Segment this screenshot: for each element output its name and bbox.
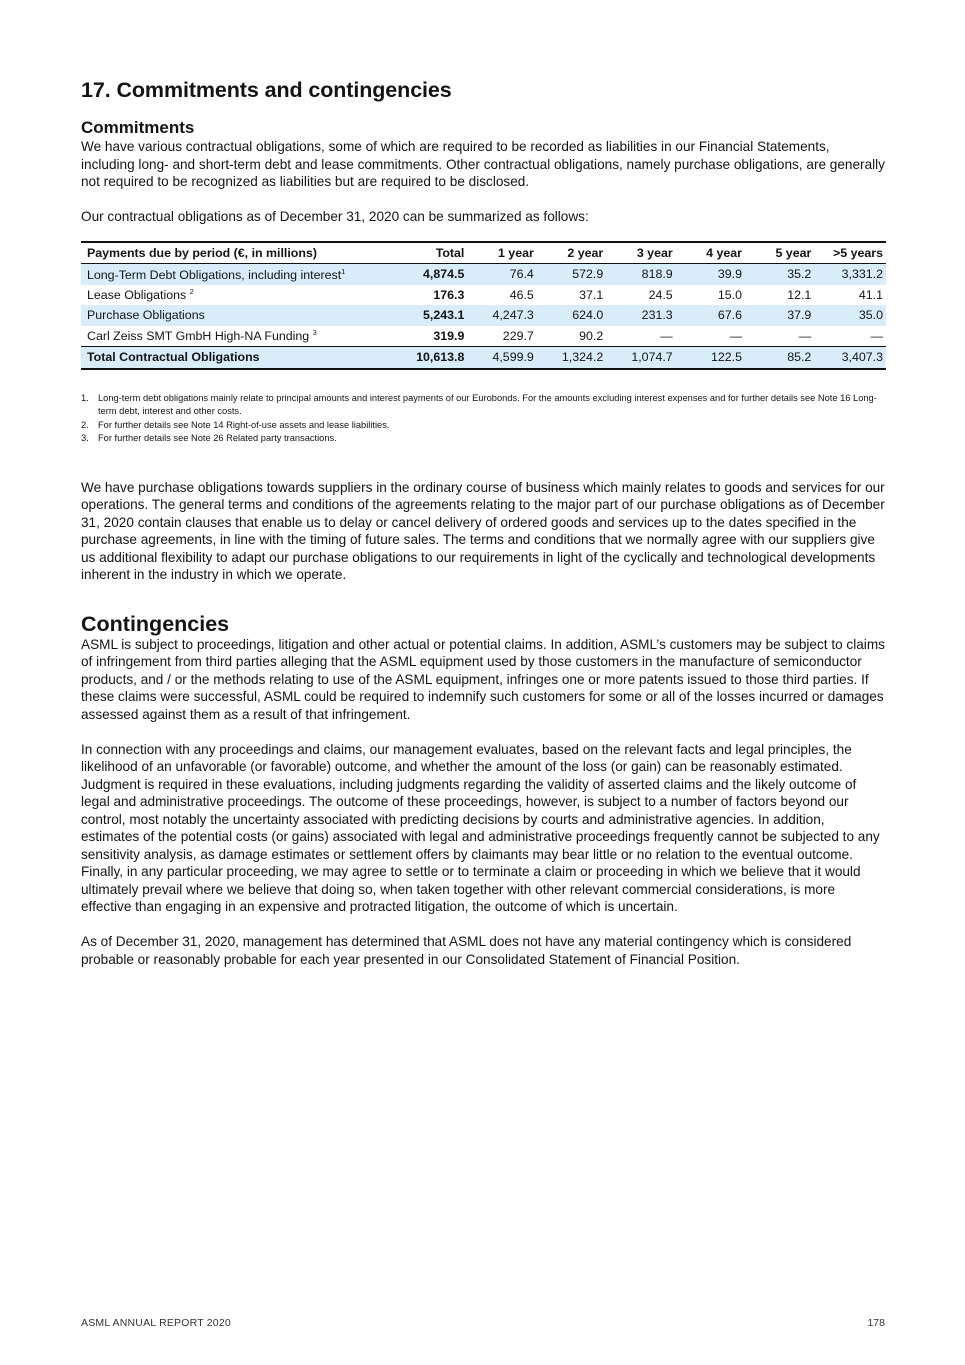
table-header-row — [81, 242, 886, 264]
table-cell: 35.0 — [858, 308, 883, 323]
column-header: 5 year — [775, 245, 812, 260]
table-cell: 41.1 — [858, 287, 883, 302]
table-cell: 85.2 — [787, 350, 812, 365]
table-cell: 624.0 — [572, 308, 604, 323]
table-row — [81, 264, 886, 285]
footnotes — [81, 392, 886, 446]
contingencies-paragraph: As of December 31, 2020, management has determined that ASML does not have any material contingency which is considered probable or reasonably probable for each year presented in our Consolidated Statement of Financial Position. — [81, 934, 852, 967]
row-label: Long-Term Debt Obligations, including interest$^1$ — [87, 266, 346, 282]
contingencies-paragraph: In connection with any proceedings and claims, our management evaluates, based on the relevant facts and legal principles, the likelihood of an unfavorable (or favorable) outcome, and whether the amount of the loss (or gain) can be reasonably estimated. Judgment is required in these evaluations, including judgments regarding the validity of asserted claims and the likely outcome of legal and administrative proceedings. The outcome of these proceedings, however, is subject to a number of factors beyond our control, most notably the uncertainty associated with predicting decisions by courts and administrative agencies. In addition, estimates of the potential costs (or gains) associated with legal and administrative proceedings frequently cannot be subjected to any sensitivity analysis, as damage estimates or settlement offers by claimants may bear little or no relation to the eventual outcome. Finally, in any particular proceeding, we may agree to settle or to terminate a claim or proceeding in which we believe that it would ultimately prevail where we believe that doing so, when taken together with other relevant commercial considerations, is more effective than engaging in an expensive and protracted litigation, the outcome of which is uncertain. — [81, 741, 880, 914]
table-cell: — — [660, 328, 673, 343]
table-cell: 10,613.8 — [416, 350, 465, 365]
table-cell: 37.1 — [579, 287, 604, 302]
table-cell: 12.1 — [787, 287, 812, 302]
table-cell: 4,247.3 — [492, 308, 534, 323]
commitments-paragraph: We have various contractual obligations, some of which are required to be recorded as liabilities in our Financial Statements, including long- and short-term debt and lease commitments. Other contractual obligations, namely purchase obligations, are generally not required to be recognized as liabilities but are required to be disclosed. — [81, 139, 885, 189]
table-cell: 76.4 — [509, 267, 534, 282]
table-cell: 67.6 — [717, 308, 742, 323]
table-cell: 3,331.2 — [841, 267, 883, 282]
row-label: Lease Obligations $^2$ — [87, 287, 194, 303]
table-cell: 572.9 — [572, 267, 604, 282]
table-cell: 122.5 — [710, 350, 742, 365]
table-row — [81, 305, 886, 326]
column-header: >5 years — [833, 245, 883, 260]
table-cell: — — [798, 328, 812, 343]
column-header: 3 year — [636, 245, 673, 260]
table-row — [81, 285, 886, 306]
table-total-row — [81, 347, 886, 369]
table-cell: — — [729, 328, 742, 343]
contingencies-heading: Contingencies — [81, 611, 230, 636]
section-title: 17. Commitments and contingencies — [81, 78, 452, 102]
table-cell: 4,599.9 — [492, 350, 534, 365]
table-cell: — — [870, 328, 883, 343]
column-header: Payments due by period (€, in millions) — [87, 245, 317, 260]
page-content — [81, 76, 886, 968]
table-cell: 176.3 — [433, 287, 465, 302]
table-cell: 15.0 — [717, 287, 742, 302]
table-cell: 4,874.5 — [423, 267, 465, 282]
contingencies-paragraph: ASML is subject to proceedings, litigation and other actual or potential claims. In addition, ASML’s customers may be subject to claims of infringement from third parties alleging that the ASML equipment used by those customers in the manufacture of semiconductor products, and / or the methods relating to use of the ASML equipment, infringes one or more patents issued to those third parties. If these claims were successful, ASML could be required to indemnify such customers for some or all of the losses incurred or damages assessed against them as a result of that infringement. — [81, 636, 885, 722]
table-cell: 24.5 — [648, 287, 673, 302]
column-header: 4 year — [706, 245, 742, 260]
footnote: 3. For further details see Note 26 Related party transactions. — [81, 433, 337, 443]
footer-report-title: ASML ANNUAL REPORT 2020 — [81, 1317, 231, 1329]
page-number: 178 — [867, 1317, 885, 1329]
footnote: 1. Long-term debt obligations mainly relate to principal amounts and interest payments of our Eurobonds. For the amounts excluding interest expenses and for further details see Note 16 Long-term debt, interest and other costs. — [81, 392, 877, 416]
table-cell: 46.5 — [509, 287, 534, 302]
column-header: 2 year — [567, 245, 604, 260]
obligations-intro: Our contractual obligations as of December 31, 2020 can be summarized as follows: — [81, 209, 589, 224]
column-header: 1 year — [497, 245, 534, 260]
table-cell: 35.2 — [787, 267, 812, 282]
table-cell: 90.2 — [579, 328, 604, 343]
table-cell: 39.9 — [717, 267, 742, 282]
table-cell: 5,243.1 — [423, 308, 465, 323]
table-row — [81, 326, 886, 347]
row-label: Purchase Obligations — [87, 308, 205, 323]
contractual-obligations-table — [81, 241, 886, 370]
commitments-heading: Commitments — [81, 118, 195, 137]
table-cell: 1,074.7 — [631, 350, 673, 365]
table-cell: 1,324.2 — [561, 350, 604, 365]
column-header: Total — [435, 245, 465, 260]
table-cell: 818.9 — [641, 267, 673, 282]
footnote: 2. For further details see Note 14 Right-of-use assets and lease liabilities. — [81, 419, 390, 430]
table-cell: 37.9 — [787, 308, 812, 323]
table-cell: 231.3 — [641, 308, 673, 323]
table-cell: 229.7 — [502, 328, 534, 343]
table-cell: 3,407.3 — [841, 350, 883, 365]
purchase-obligations-paragraph: We have purchase obligations towards suppliers in the ordinary course of business which mainly relates to goods and services for our operations. The general terms and conditions of the agreements relating to the major part of our purchase obligations as of December 31, 2020 contain clauses that enable us to delay or cancel delivery of ordered goods and services up to the dates specified in the purchase agreements, in line with the timing of future sales. The terms and conditions that we normally agree with our suppliers give us additional flexibility to adapt our purchase obligations to our requirements in light of the cyclically and technological developments inherent in the industry in which we operate. — [81, 479, 885, 582]
table-cell: 319.9 — [433, 328, 465, 343]
row-label: Carl Zeiss SMT GmbH High-NA Funding $^3$ — [87, 328, 317, 344]
total-label: Total Contractual Obligations — [87, 350, 260, 365]
